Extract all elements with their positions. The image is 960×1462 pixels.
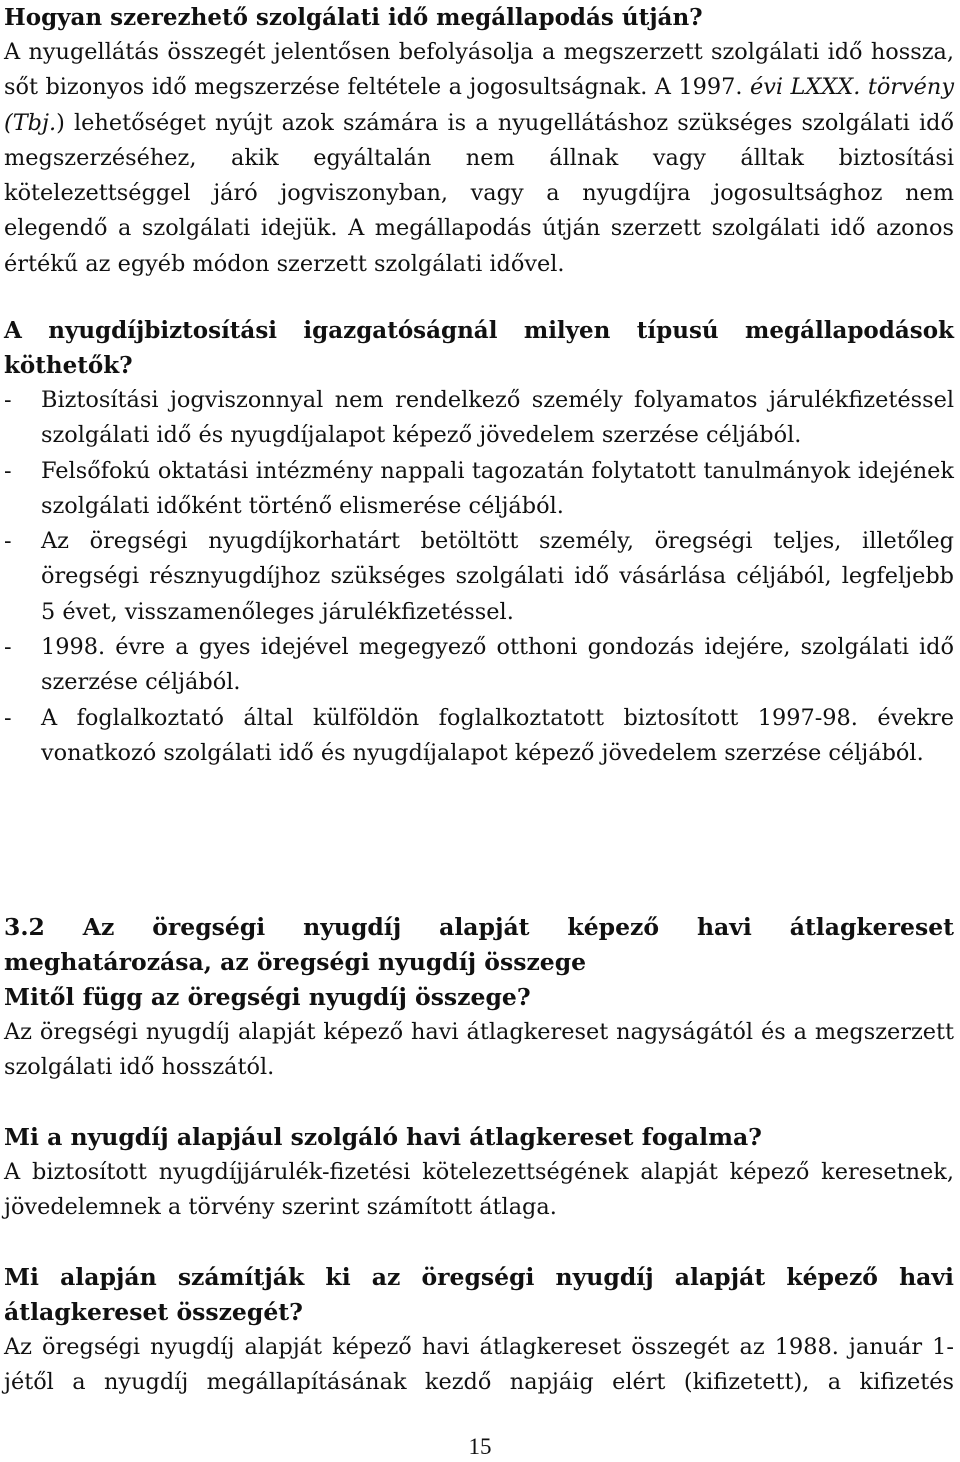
answer-1: Az öregségi nyugdíj alapját képező havi átlagkereset nagyságától és a megszerzett szolgálati idő hosszától. [4, 1019, 954, 1080]
intro-heading: Hogyan szerezhető szolgálati idő megállapodás útján? [4, 4, 703, 31]
dash-bullet: - [4, 528, 12, 555]
section-title: 3.2 Az öregségi nyugdíj alapját képező havi átlagkereset meghatározása, az öregségi nyugdíj összege [4, 913, 954, 976]
list-item-text: 1998. évre a gyes idejével megegyező otthoni gondozás idejére, szolgálati idő szerzése céljából. [41, 634, 954, 696]
answer-2: A biztosított nyugdíjjárulék-fizetési kötelezettségének alapját képező keresetnek, jövedelemnek a törvény szerint számított átlaga. [4, 1159, 954, 1220]
intro-paragraph [4, 35, 954, 282]
intro-text-2: ) lehetőséget nyújt azok számára is a nyugellátáshoz szükséges szolgálati idő megszerzéséhez, akik egyáltalán nem állnak vagy álltak biztosítási kötelezettséggel járó jogviszonyban, vagy a nyugdíjra jogosultsághoz nem elegendő a szolgálati idejük. A megállapodás útján szerzett szolgálati idő azonos értékű az egyéb módon szerzett szolgálati idővel. [4, 109, 954, 277]
list-item [4, 454, 954, 525]
types-heading: A nyugdíjbiztosítási igazgatóságnál milyen típusú megállapodások köthetők? [4, 317, 954, 379]
list-item-text: A foglalkoztató által külföldön foglalkoztatott biztosított 1997-98. évekre vonatkozó szolgálati idő és nyugdíjalapot képező jövedelem szerzése céljából. [41, 704, 954, 766]
list-item [4, 383, 954, 454]
dash-bullet: - [4, 387, 12, 413]
question-2: Mi a nyugdíj alapjául szolgáló havi átlagkereset fogalma? [4, 1123, 762, 1151]
list-item-text: Felsőfokú oktatási intézmény nappali tagozatán folytatott tanulmányok idejének szolgálati időként történő elismerése céljából. [41, 457, 954, 519]
intro-law-reference: évi LXXX. törvény (Tbj. [4, 74, 954, 136]
list-item [4, 524, 954, 630]
agreement-types-list [4, 383, 954, 771]
question-3: Mi alapján számítják ki az öregségi nyugdíj alapját képező havi átlagkereset összegét? [4, 1263, 954, 1326]
intro-text-1: A nyugellátás összegét jelentősen befolyásolja a megszerzett szolgálati idő hossza, sőt bizonyos idő megszerzése feltétele a jogosultságnak. A 1997. [4, 39, 954, 101]
answer-3: Az öregségi nyugdíj alapját képező havi átlagkereset összegét az 1988. január 1-jétől a nyugdíj megállapításának kezdő napjáig elért (kifizetett), a kifizetés [4, 1334, 954, 1395]
dash-bullet: - [4, 704, 12, 731]
list-item-text: Biztosítási jogviszonnyal nem rendelkező személy folyamatos járulékfizetéssel szolgálati idő és nyugdíjalapot képező jövedelem szerzése céljából. [41, 387, 954, 449]
question-1: Mitől függ az öregségi nyugdíj összege? [4, 983, 531, 1011]
dash-bullet: - [4, 634, 12, 661]
page-number: 15 [468, 1434, 492, 1459]
dash-bullet: - [4, 457, 12, 484]
list-item-text: Az öregségi nyugdíjkorhatárt betöltött személy, öregségi teljes, illetőleg öregségi résznyugdíjhoz szükséges szolgálati idő vásárlása céljából, legfeljebb 5 évet, visszamenőleges járulékfizetéssel. [41, 528, 954, 625]
list-item [4, 630, 954, 701]
list-item [4, 701, 954, 772]
